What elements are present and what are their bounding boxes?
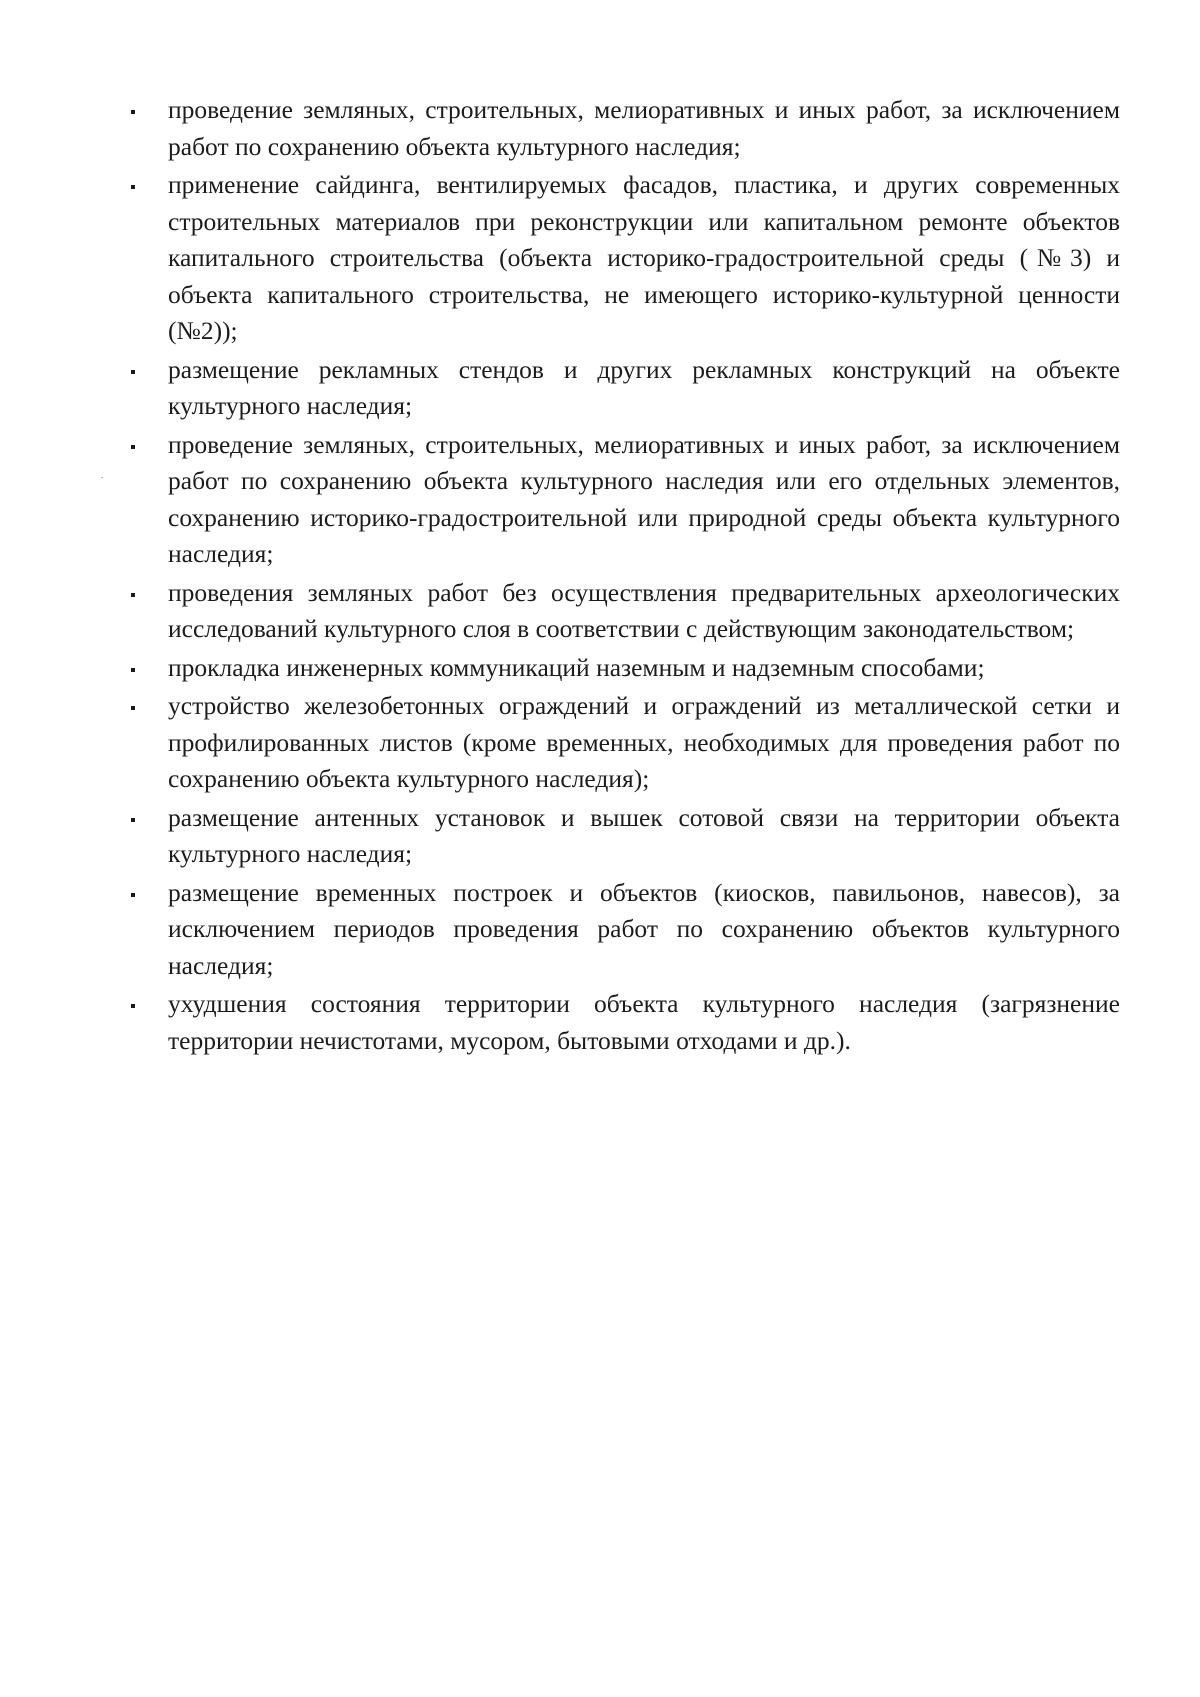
list-item	[0, 986, 1200, 1059]
list-item	[0, 650, 1200, 687]
list-item-text: размещение временных построек и объектов (киосков, павильонов, навесов), за исключением периодов проведения работ по сохранению объектов культурного наследия;	[168, 877, 1120, 980]
list-item-text: прокладка инженерных коммуникаций наземным и надземным способами;	[168, 652, 985, 682]
bullet-dot-icon	[131, 445, 135, 449]
list-item-text: проведение земляных, строительных, мелиоративных и иных работ, за исключением работ по сохранению объекта культурного наследия;	[168, 95, 1120, 161]
list-item-text: проведения земляных работ без осуществления предварительных археологических исследований культурного слоя в соответствии с действующим законодательством;	[168, 577, 1120, 643]
list-item	[0, 92, 1200, 165]
bullet-dot-icon	[131, 668, 135, 672]
list-item	[0, 875, 1200, 985]
bullet-dot-icon	[131, 370, 135, 374]
list-item	[0, 688, 1200, 798]
bullet-dot-icon	[131, 110, 135, 114]
list-item-text: проведение земляных, строительных, мелиоративных и иных работ, за исключением работ по сохранению объекта культурного наследия или его отдельных элементов, сохранению историко-градостроительной или природной среды объекта культурного наследия;	[168, 429, 1120, 568]
list-item-text: размещение антенных установок и вышек сотовой связи на территории объекта культурного наследия;	[168, 802, 1120, 868]
list-item	[0, 167, 1200, 350]
restriction-list	[0, 92, 1200, 1061]
list-item-text: применение сайдинга, вентилируемых фасадов, пластика, и других современных строительных материалов при реконструкции или капитальном ремонте объектов капитального строительства (объекта историко-градостроительной среды (№3) и объекта капитального строительства, не имеющего историко-культурной ценности (№2));	[168, 170, 1120, 345]
list-item	[0, 427, 1200, 573]
list-item-text: ухудшения состояния территории объекта культурного наследия (загрязнение территории нечистотами, мусором, бытовыми отходами и др.).	[168, 989, 1120, 1055]
bullet-dot-icon	[131, 818, 135, 822]
list-item	[0, 352, 1200, 425]
list-item-text: устройство железобетонных ограждений и ограждений из металлической сетки и профилированных листов (кроме временных, необходимых для проведения работ по сохранению объекта культурного наследия);	[168, 691, 1120, 793]
list-item-text: размещение рекламных стендов и других рекламных конструкций на объекте культурного наследия;	[168, 354, 1120, 420]
bullet-dot-icon	[131, 706, 135, 710]
bullet-dot-icon	[131, 1004, 135, 1008]
list-item	[0, 575, 1200, 648]
bullet-dot-icon	[131, 185, 135, 189]
bullet-dot-icon	[131, 593, 135, 597]
list-item	[0, 800, 1200, 873]
bullet-dot-icon	[131, 893, 135, 897]
